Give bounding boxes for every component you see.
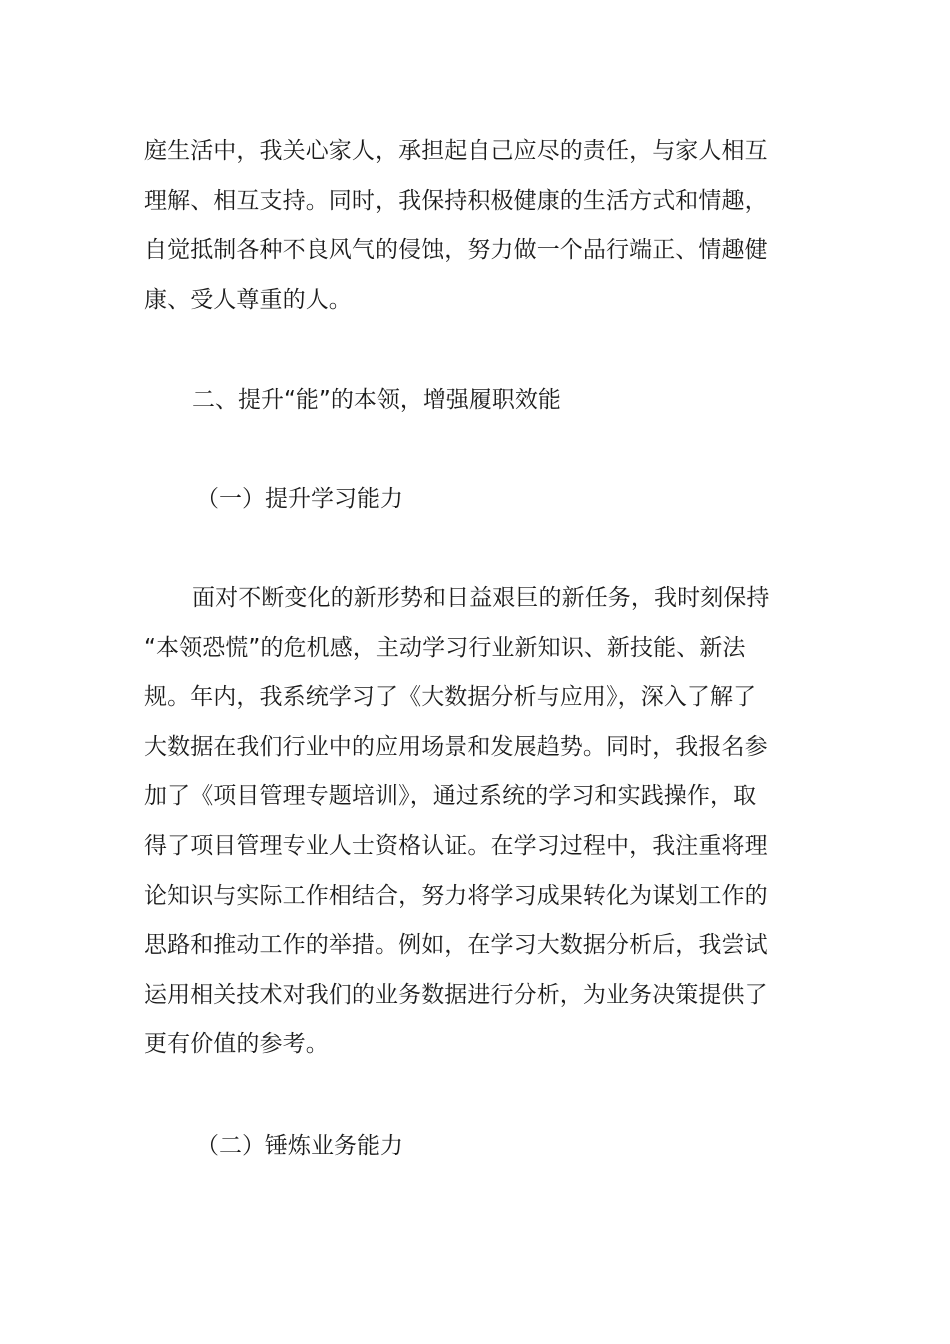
- paragraph-line: “本领恐慌”的危机感，主动学习行业新知识、新技能、新法: [144, 634, 746, 661]
- subsection-heading-1: （一）提升学习能力: [196, 486, 403, 512]
- paragraph-line: 得了项目管理专业人士资格认证。在学习过程中，我注重将理: [144, 832, 768, 859]
- paragraph-line: 运用相关技术对我们的业务数据进行分析，为业务决策提供了: [144, 981, 768, 1008]
- paragraph-line: 庭生活中，我关心家人，承担起自己应尽的责任，与家人相互: [144, 138, 768, 164]
- paragraph-line: 论知识与实际工作相结合，努力将学习成果转化为谋划工作的: [144, 882, 768, 909]
- paragraph-line: 大数据在我们行业中的应用场景和发展趋势。同时，我报名参: [144, 733, 768, 760]
- paragraph-learning-ability: [144, 574, 808, 1070]
- section-heading-2: 二、提升“能”的本领，增强履职效能: [192, 387, 561, 413]
- paragraph-line: 加了《项目管理专题培训》，通过系统的学习和实践操作，取: [144, 783, 757, 810]
- paragraph-line: 更有价值的参考。: [144, 1031, 329, 1058]
- paragraph-family-life: [144, 127, 808, 325]
- paragraph-line: 理解、相互支持。同时，我保持积极健康的生活方式和情趣，: [144, 187, 768, 214]
- paragraph-line: 思路和推动工作的举措。例如，在学习大数据分析后，我尝试: [144, 932, 768, 959]
- subsection-heading-2: （二）锤炼业务能力: [196, 1133, 403, 1159]
- paragraph-line: 康、受人尊重的人。: [144, 286, 352, 313]
- paragraph-line: 规。年内，我系统学习了《大数据分析与应用》，深入了解了: [144, 684, 757, 711]
- paragraph-line: 自觉抵制各种不良风气的侵蚀，努力做一个品行端正、情趣健: [144, 237, 768, 264]
- paragraph-line: 面对不断变化的新形势和日益艰巨的新任务，我时刻保持: [192, 585, 770, 611]
